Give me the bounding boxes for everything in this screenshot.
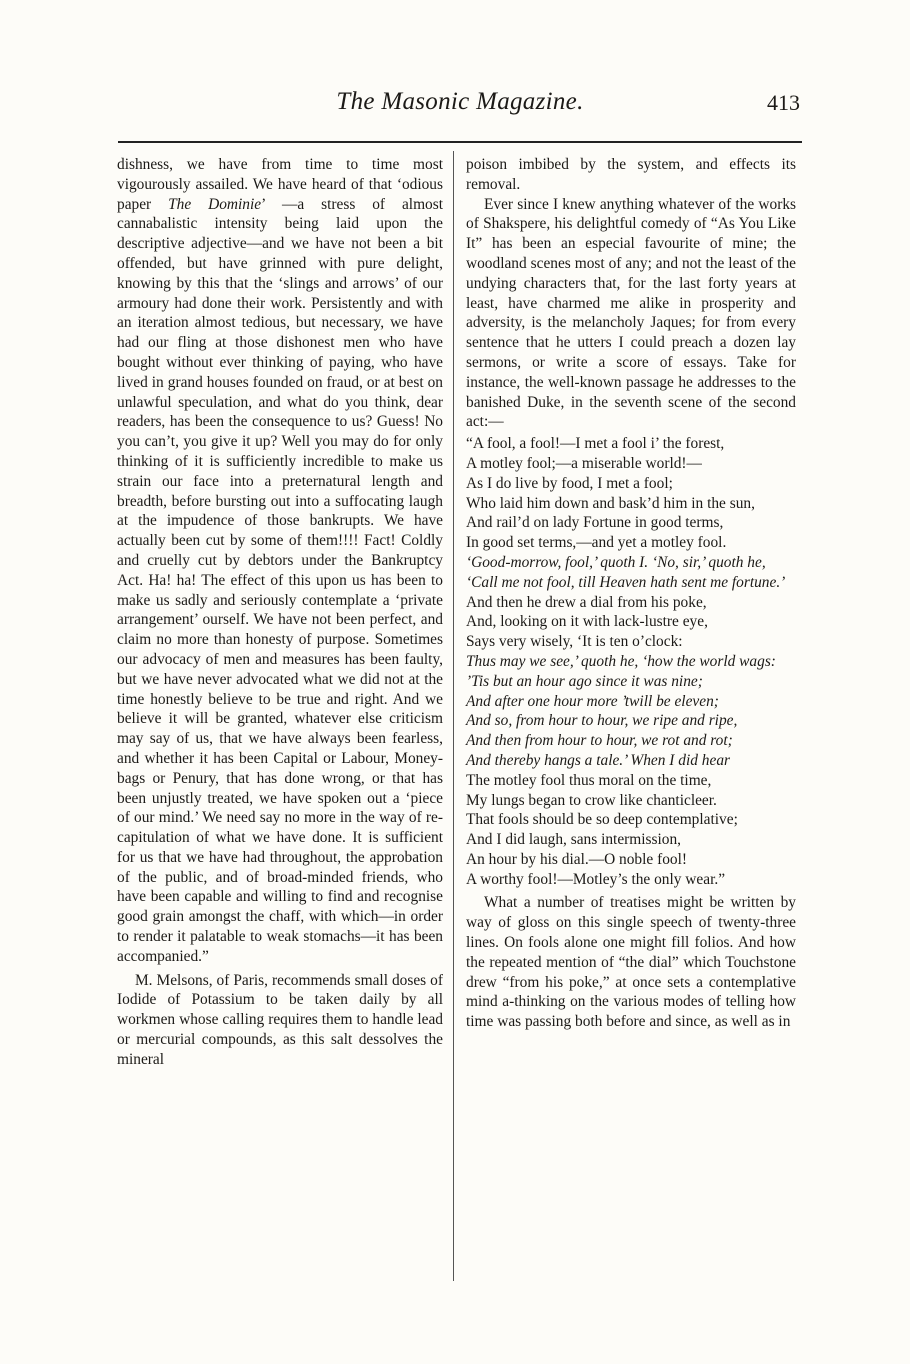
paragraph: poison imbibed by the system, and effects its removal. [466, 156, 796, 193]
verse-line: A worthy fool!—Motley’s the only wear.” [466, 870, 726, 888]
paragraph: Ever since I knew anything whatever of the works of Shakspere, his delightful comedy of “As You Like It” has been an especial favourite of mine; the woodland scenes most of any; and not the least of the undying characters that, for the last forty years at least, have charmed me alike in prosperity and adversity, is the melancholy Jaques; for from every sentence that he utters I could preach a dozen lay sermons, or write a score of essays. Take for instance, the well-known passage he addresses to the banished Duke, in the seventh scene of the second act:— [466, 195, 796, 431]
header-rule [118, 141, 802, 143]
running-title: The Masonic Magazine. [336, 88, 584, 115]
verse-line: My lungs began to crow like chanticleer. [466, 791, 717, 809]
verse-line: And then he drew a dial from his poke, [466, 593, 707, 611]
verse-line: And, looking on it with lack-lustre eye, [466, 613, 708, 631]
publication-title: The Dominie [168, 195, 262, 213]
verse-line: Says very wisely, ‘It is ten o’clock: [466, 633, 683, 651]
right-column [466, 155, 796, 1032]
verse-line: “A fool, a fool!—I met a fool i’ the forest, [466, 435, 725, 453]
verse-line: In good set terms,—and yet a motley fool. [466, 534, 727, 552]
verse-line: ’Tis but an hour ago since it was nine; [466, 672, 703, 690]
verse-line: Thus may we see,’ quoth he, ‘how the world wags: [466, 652, 776, 670]
verse-line: ‘Good-morrow, fool,’ quoth I. ‘No, sir,’ quoth he, [466, 553, 766, 571]
verse-line: And so, from hour to hour, we ripe and ripe, [466, 712, 738, 730]
verse-line: And after one hour more ’twill be eleven; [466, 692, 719, 710]
verse-line: As I do live by food, I met a fool; [466, 474, 673, 492]
paragraph: dishness, we have from time to time most vigourously assailed. We have heard of that ‘odious paper The Dominie’ —a stress of almost cannabalistic intensity being laid upon the descriptive adjective—and we have not been a bit offended, but have grinned with pure delight, knowing by this that the ‘slings and arrows’ of our armoury had done their work. Persistently and with an iteration almost tedious, but necessary, we have had our fling at those dishonest men who have bought without ever thinking of paying, who have lived in grand houses founded on fraud, or at best on unlawful speculation, and what do you think, dear readers, has been the consequence to us? Guess! No you can’t, you give it up? Well you may do for only thinking of it is sufficiently incredible to make us strain our face into a preternatural length and breadth, before bursting out into a suffocating laugh at the impudence of those bankrupts. We have actually been cut by some of them!!!! Fact! Coldly and cruelly cut by debtors under the Bankruptcy Act. Ha! ha! The effect of this upon us has been to make us sadly and seriously contemplate a ‘private arrangement’ ourself. We have not been perfect, and claim no more than honesty of purpose. Sometimes our advocacy of men and measures has been faulty, but we have never advocated what we did not at the time honestly believe to be true and right. And we believe it will be granted, whatever else criticism may say of us, that we have always been fearless, and whether it has been Capital or Labour, Money-bags or Penury, that has done wrong, or that has been unjustly treated, we have spoken out a ‘piece of our mind.’ We need say no more in the way of re-capitulation of what we have done. It is sufficient for us that we have had throughout, the approbation of the public, and of broad-minded friends, who have been capable and willing to find and recognise good grain amongst the chaff, with which—in order to render it palatable to weak stomachs—it has been accompanied.” [117, 156, 443, 965]
column-divider [453, 151, 454, 1281]
verse-line: Who laid him down and bask’d him in the sun, [466, 494, 755, 512]
verse-line: And thereby hangs a tale.’ When I did hear [466, 751, 731, 769]
left-column [117, 155, 443, 1070]
verse-line: ‘Call me not fool, till Heaven hath sent me fortune.’ [466, 573, 786, 591]
page-header [120, 88, 800, 122]
paragraph: M. Melsons, of Paris, recommends small doses of Iodide of Potassium to be taken daily by all workmen whose calling requires them to handle lead or mercurial compounds, as this salt dessolves the mineral [117, 971, 443, 1068]
verse-quotation [466, 434, 796, 889]
page-number: 413 [767, 90, 800, 115]
verse-line: The motley fool thus moral on the time, [466, 771, 712, 789]
verse-line: That fools should be so deep contemplative; [466, 811, 738, 829]
verse-line: And then from hour to hour, we rot and rot; [466, 732, 733, 750]
verse-line: A motley fool;—a miserable world!— [466, 454, 702, 472]
verse-line: And I did laugh, sans intermission, [466, 831, 682, 849]
verse-line: And rail’d on lady Fortune in good terms, [466, 514, 724, 532]
paragraph: What a number of treatises might be written by way of gloss on this single speech of twenty-three lines. On fools alone one might fill folios. And how the repeated mention of “the dial” which Touchstone drew “from his poke,” at once sets a contemplative mind a-thinking on the various modes of telling how time was passing both before and since, as well as in [466, 894, 796, 1031]
verse-line: An hour by his dial.—O noble fool! [466, 850, 687, 868]
